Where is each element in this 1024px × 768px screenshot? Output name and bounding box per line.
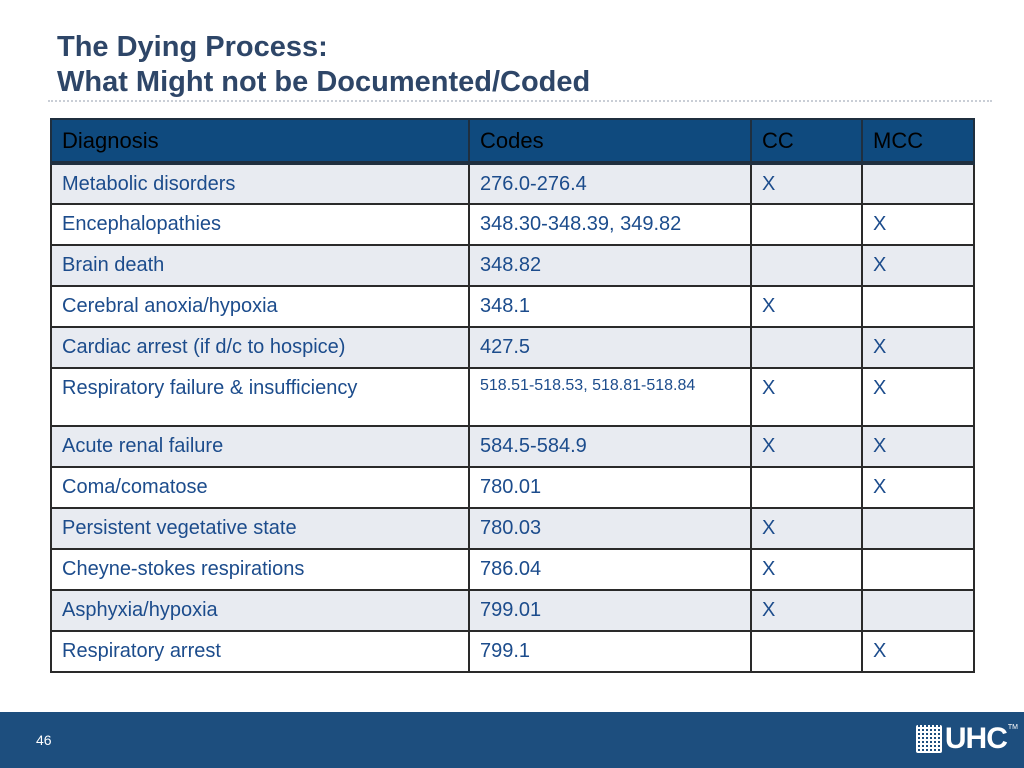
cell-mcc	[862, 549, 974, 590]
cell-codes: 780.01	[469, 467, 751, 508]
table-row	[51, 590, 974, 631]
cell-codes: 518.51-518.53, 518.81-518.84	[469, 368, 751, 426]
cell-diagnosis: Encephalopathies	[51, 204, 469, 245]
table-row	[51, 204, 974, 245]
slide-title	[57, 30, 590, 100]
cell-mcc: X	[862, 245, 974, 286]
page-number: 46	[36, 732, 52, 748]
table-row	[51, 245, 974, 286]
cell-mcc	[862, 590, 974, 631]
footer-bar	[0, 712, 1024, 768]
header-codes: Codes	[469, 119, 751, 163]
cell-codes: 348.1	[469, 286, 751, 327]
diagnosis-codes-table	[50, 118, 975, 673]
trademark-mark: TM	[1007, 724, 1018, 731]
cell-mcc: X	[862, 631, 974, 672]
table-row	[51, 508, 974, 549]
table-row	[51, 368, 974, 426]
cell-mcc	[862, 163, 974, 204]
globe-icon	[916, 725, 942, 753]
cell-diagnosis: Coma/comatose	[51, 467, 469, 508]
cell-diagnosis: Cerebral anoxia/hypoxia	[51, 286, 469, 327]
cell-cc: X	[751, 286, 862, 327]
cell-mcc	[862, 508, 974, 549]
cell-diagnosis: Cardiac arrest (if d/c to hospice)	[51, 327, 469, 368]
cell-codes: 780.03	[469, 508, 751, 549]
cell-cc	[751, 204, 862, 245]
logo-wordmark: UHC	[944, 722, 1007, 755]
cell-codes: 799.1	[469, 631, 751, 672]
cell-cc: X	[751, 426, 862, 467]
title-line-1: The Dying Process:	[57, 31, 328, 63]
cell-diagnosis: Respiratory arrest	[51, 631, 469, 672]
title-line-2: What Might not be Documented/Coded	[57, 66, 591, 98]
uhc-logo	[916, 724, 1018, 754]
cell-codes: 348.30-348.39, 349.82	[469, 204, 751, 245]
cell-diagnosis: Persistent vegetative state	[51, 508, 469, 549]
cell-codes: 427.5	[469, 327, 751, 368]
table-row	[51, 631, 974, 672]
cell-mcc: X	[862, 368, 974, 426]
table-row	[51, 163, 974, 204]
cell-cc	[751, 467, 862, 508]
cell-codes: 276.0-276.4	[469, 163, 751, 204]
table-row	[51, 426, 974, 467]
cell-cc	[751, 631, 862, 672]
cell-cc	[751, 245, 862, 286]
cell-mcc: X	[862, 426, 974, 467]
table-header-row	[51, 119, 974, 163]
title-divider	[48, 100, 992, 102]
cell-codes: 348.82	[469, 245, 751, 286]
cell-mcc: X	[862, 467, 974, 508]
cell-diagnosis: Asphyxia/hypoxia	[51, 590, 469, 631]
header-mcc: MCC	[862, 119, 974, 163]
cell-mcc: X	[862, 204, 974, 245]
table-row	[51, 467, 974, 508]
cell-diagnosis: Brain death	[51, 245, 469, 286]
cell-cc: X	[751, 590, 862, 631]
cell-diagnosis: Metabolic disorders	[51, 163, 469, 204]
table-row	[51, 286, 974, 327]
cell-mcc	[862, 286, 974, 327]
header-diagnosis: Diagnosis	[51, 119, 469, 163]
cell-cc: X	[751, 508, 862, 549]
cell-cc: X	[751, 368, 862, 426]
header-cc: CC	[751, 119, 862, 163]
table-row	[51, 549, 974, 590]
cell-cc: X	[751, 549, 862, 590]
cell-diagnosis: Cheyne-stokes respirations	[51, 549, 469, 590]
cell-cc: X	[751, 163, 862, 204]
cell-diagnosis: Acute renal failure	[51, 426, 469, 467]
cell-mcc: X	[862, 327, 974, 368]
cell-cc	[751, 327, 862, 368]
table-row	[51, 327, 974, 368]
cell-codes: 799.01	[469, 590, 751, 631]
cell-codes: 584.5-584.9	[469, 426, 751, 467]
cell-codes: 786.04	[469, 549, 751, 590]
cell-diagnosis: Respiratory failure & insufficiency	[51, 368, 469, 426]
